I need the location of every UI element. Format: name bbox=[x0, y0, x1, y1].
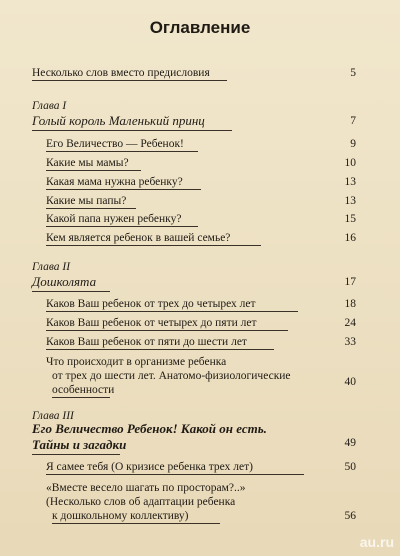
entry-page: 56 bbox=[344, 510, 356, 522]
entry-text: Его Величество — Ребенок! bbox=[46, 138, 184, 150]
chapter-label: Глава III bbox=[32, 410, 74, 422]
entry-text: Какие мы папы? bbox=[46, 195, 127, 207]
entry-text: Каков Ваш ребенок от четырех до пяти лет bbox=[46, 317, 257, 329]
entry-page: 9 bbox=[350, 138, 356, 150]
entry-text-line: (Несколько слов об адаптации ребенка bbox=[46, 496, 236, 508]
chapter-title: Голый король Маленький принц bbox=[32, 113, 205, 128]
underline bbox=[46, 474, 304, 475]
underline bbox=[46, 208, 136, 209]
entry-text-line: Что происходит в организме ребенка bbox=[46, 356, 227, 368]
entry-page: 15 bbox=[344, 213, 356, 225]
entry-page: 40 bbox=[344, 376, 356, 388]
entry-text-line: особенности bbox=[52, 384, 115, 396]
underline bbox=[46, 245, 261, 246]
underline bbox=[46, 226, 198, 227]
underline bbox=[32, 130, 232, 131]
chapter-title-line: Его Величество Ребенок! Какой он есть. bbox=[32, 421, 267, 436]
underline bbox=[46, 189, 201, 190]
underline bbox=[46, 349, 274, 350]
entry-page: 13 bbox=[344, 195, 356, 207]
entry-text: Кем является ребенок в вашей семье? bbox=[46, 232, 231, 244]
entry-text-line: к дошкольному коллективу) bbox=[52, 510, 189, 522]
entry-page: 24 bbox=[344, 317, 356, 329]
entry-page: 49 bbox=[344, 437, 356, 449]
underline bbox=[52, 397, 110, 398]
entry-page: 5 bbox=[350, 67, 356, 79]
chapter-label: Глава II bbox=[32, 261, 71, 273]
underline bbox=[52, 523, 220, 524]
entry-text: Какие мы мамы? bbox=[46, 157, 129, 169]
underline bbox=[46, 151, 198, 152]
entry-text-line: «Вместе весело шагать по просторам?..» bbox=[46, 482, 246, 494]
underline bbox=[32, 80, 227, 81]
entry-text-line: от трех до шести лет. Анатомо-физиологические bbox=[52, 370, 291, 382]
underline bbox=[46, 330, 288, 331]
entry-text: Какая мама нужна ребенку? bbox=[46, 176, 183, 188]
entry-text: Каков Ваш ребенок от трех до четырех лет bbox=[46, 298, 256, 310]
underline bbox=[32, 291, 110, 292]
entry-page: 10 bbox=[344, 157, 356, 169]
entry-page: 7 bbox=[350, 115, 356, 127]
entry-page: 16 bbox=[344, 232, 356, 244]
entry-page: 18 bbox=[344, 298, 356, 310]
entry-text: Какой папа нужен ребенку? bbox=[46, 213, 182, 225]
entry-text: Каков Ваш ребенок от пяти до шести лет bbox=[46, 336, 247, 348]
chapter-title: Дошколята bbox=[32, 274, 97, 289]
entry-page: 13 bbox=[344, 176, 356, 188]
entry-text: Несколько слов вместо предисловия bbox=[32, 67, 210, 79]
underline bbox=[32, 454, 120, 455]
entry-page: 17 bbox=[344, 276, 356, 288]
watermark: au.ru bbox=[359, 534, 394, 550]
underline bbox=[46, 170, 141, 171]
entry-text: Я самее тебя (О кризисе ребенка трех лет) bbox=[46, 461, 253, 473]
chapter-title-line: Тайны и загадки bbox=[32, 437, 127, 452]
entry-page: 50 bbox=[344, 461, 356, 473]
page-title: Оглавление bbox=[149, 18, 251, 37]
underline bbox=[46, 311, 298, 312]
entry-page: 33 bbox=[344, 336, 356, 348]
chapter-label: Глава I bbox=[32, 100, 67, 112]
